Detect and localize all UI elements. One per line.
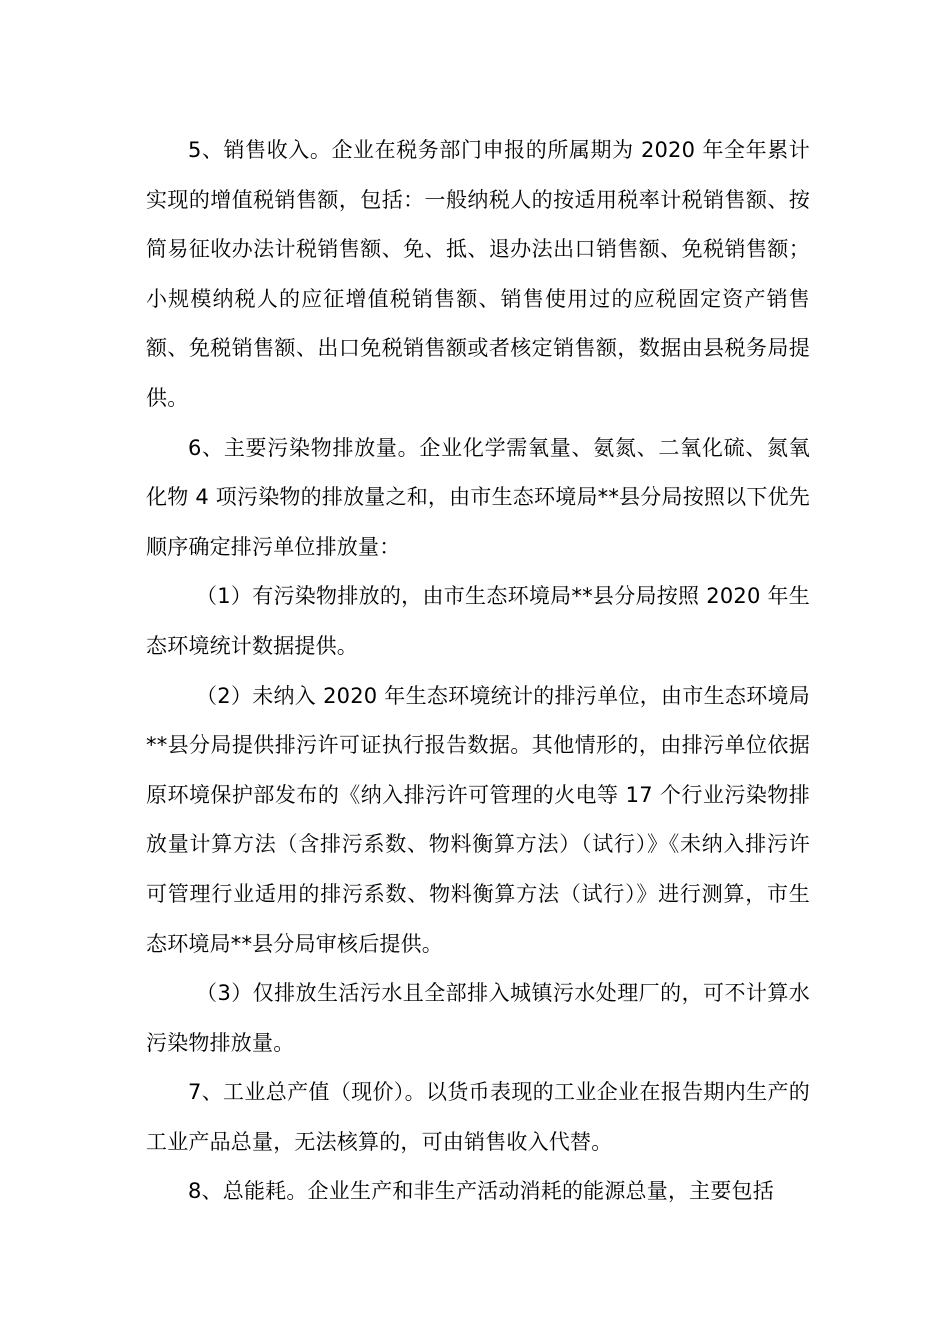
paragraph-sub-item-3: （3）仅排放生活污水且全部排入城镇污水处理厂的，可不计算水污染物排放量。 (146, 981, 810, 1055)
document-body (146, 126, 810, 1217)
paragraph-sub-item-1: （1）有污染物排放的，由市生态环境局**县分局按照 2020 年生态环境统计数据提供。 (146, 584, 810, 658)
paragraph-sales-revenue: 5、销售收入。企业在税务部门申报的所属期为 2020 年全年累计实现的增值税销售额，包括：一般纳税人的按适用税率计税销售额、按简易征收办法计税销售额、免、抵、退办法出口销售额、免税销售额；小规模纳税人的应征增值税销售额、销售使用过的应税固定资产销售额、免税销售额、出口免税销售额或者核定销售额，数据由县税务局提供。 (146, 138, 810, 410)
paragraph-sub-item-2: （2）未纳入 2020 年生态环境统计的排污单位，由市生态环境局**县分局提供排污许可证执行报告数据。其他情形的，由排污单位依据原环境保护部发布的《纳入排污许可管理的火电等 17 个行业污染物排放量计算方法（含排污系数、物料衡算方法）（试行）》《未纳入排污许可管理行业适用的排污系数、物料衡算方法（试行）》进行测算，市生态环境局**县分局审核后提供。 (146, 683, 810, 956)
paragraph-pollutant-emissions: 6、主要污染物排放量。企业化学需氧量、氨氮、二氧化硫、氮氧化物 4 项污染物的排放量之和，由市生态环境局**县分局按照以下优先顺序确定排污单位排放量： (146, 435, 810, 559)
paragraph-energy-consumption: 8、总能耗。企业生产和非生产活动消耗的能源总量，主要包括 (188, 1179, 774, 1204)
paragraph-industrial-output: 7、工业总产值（现价）。以货币表现的工业企业在报告期内生产的工业产品总量，无法核算的，可由销售收入代替。 (146, 1080, 810, 1154)
